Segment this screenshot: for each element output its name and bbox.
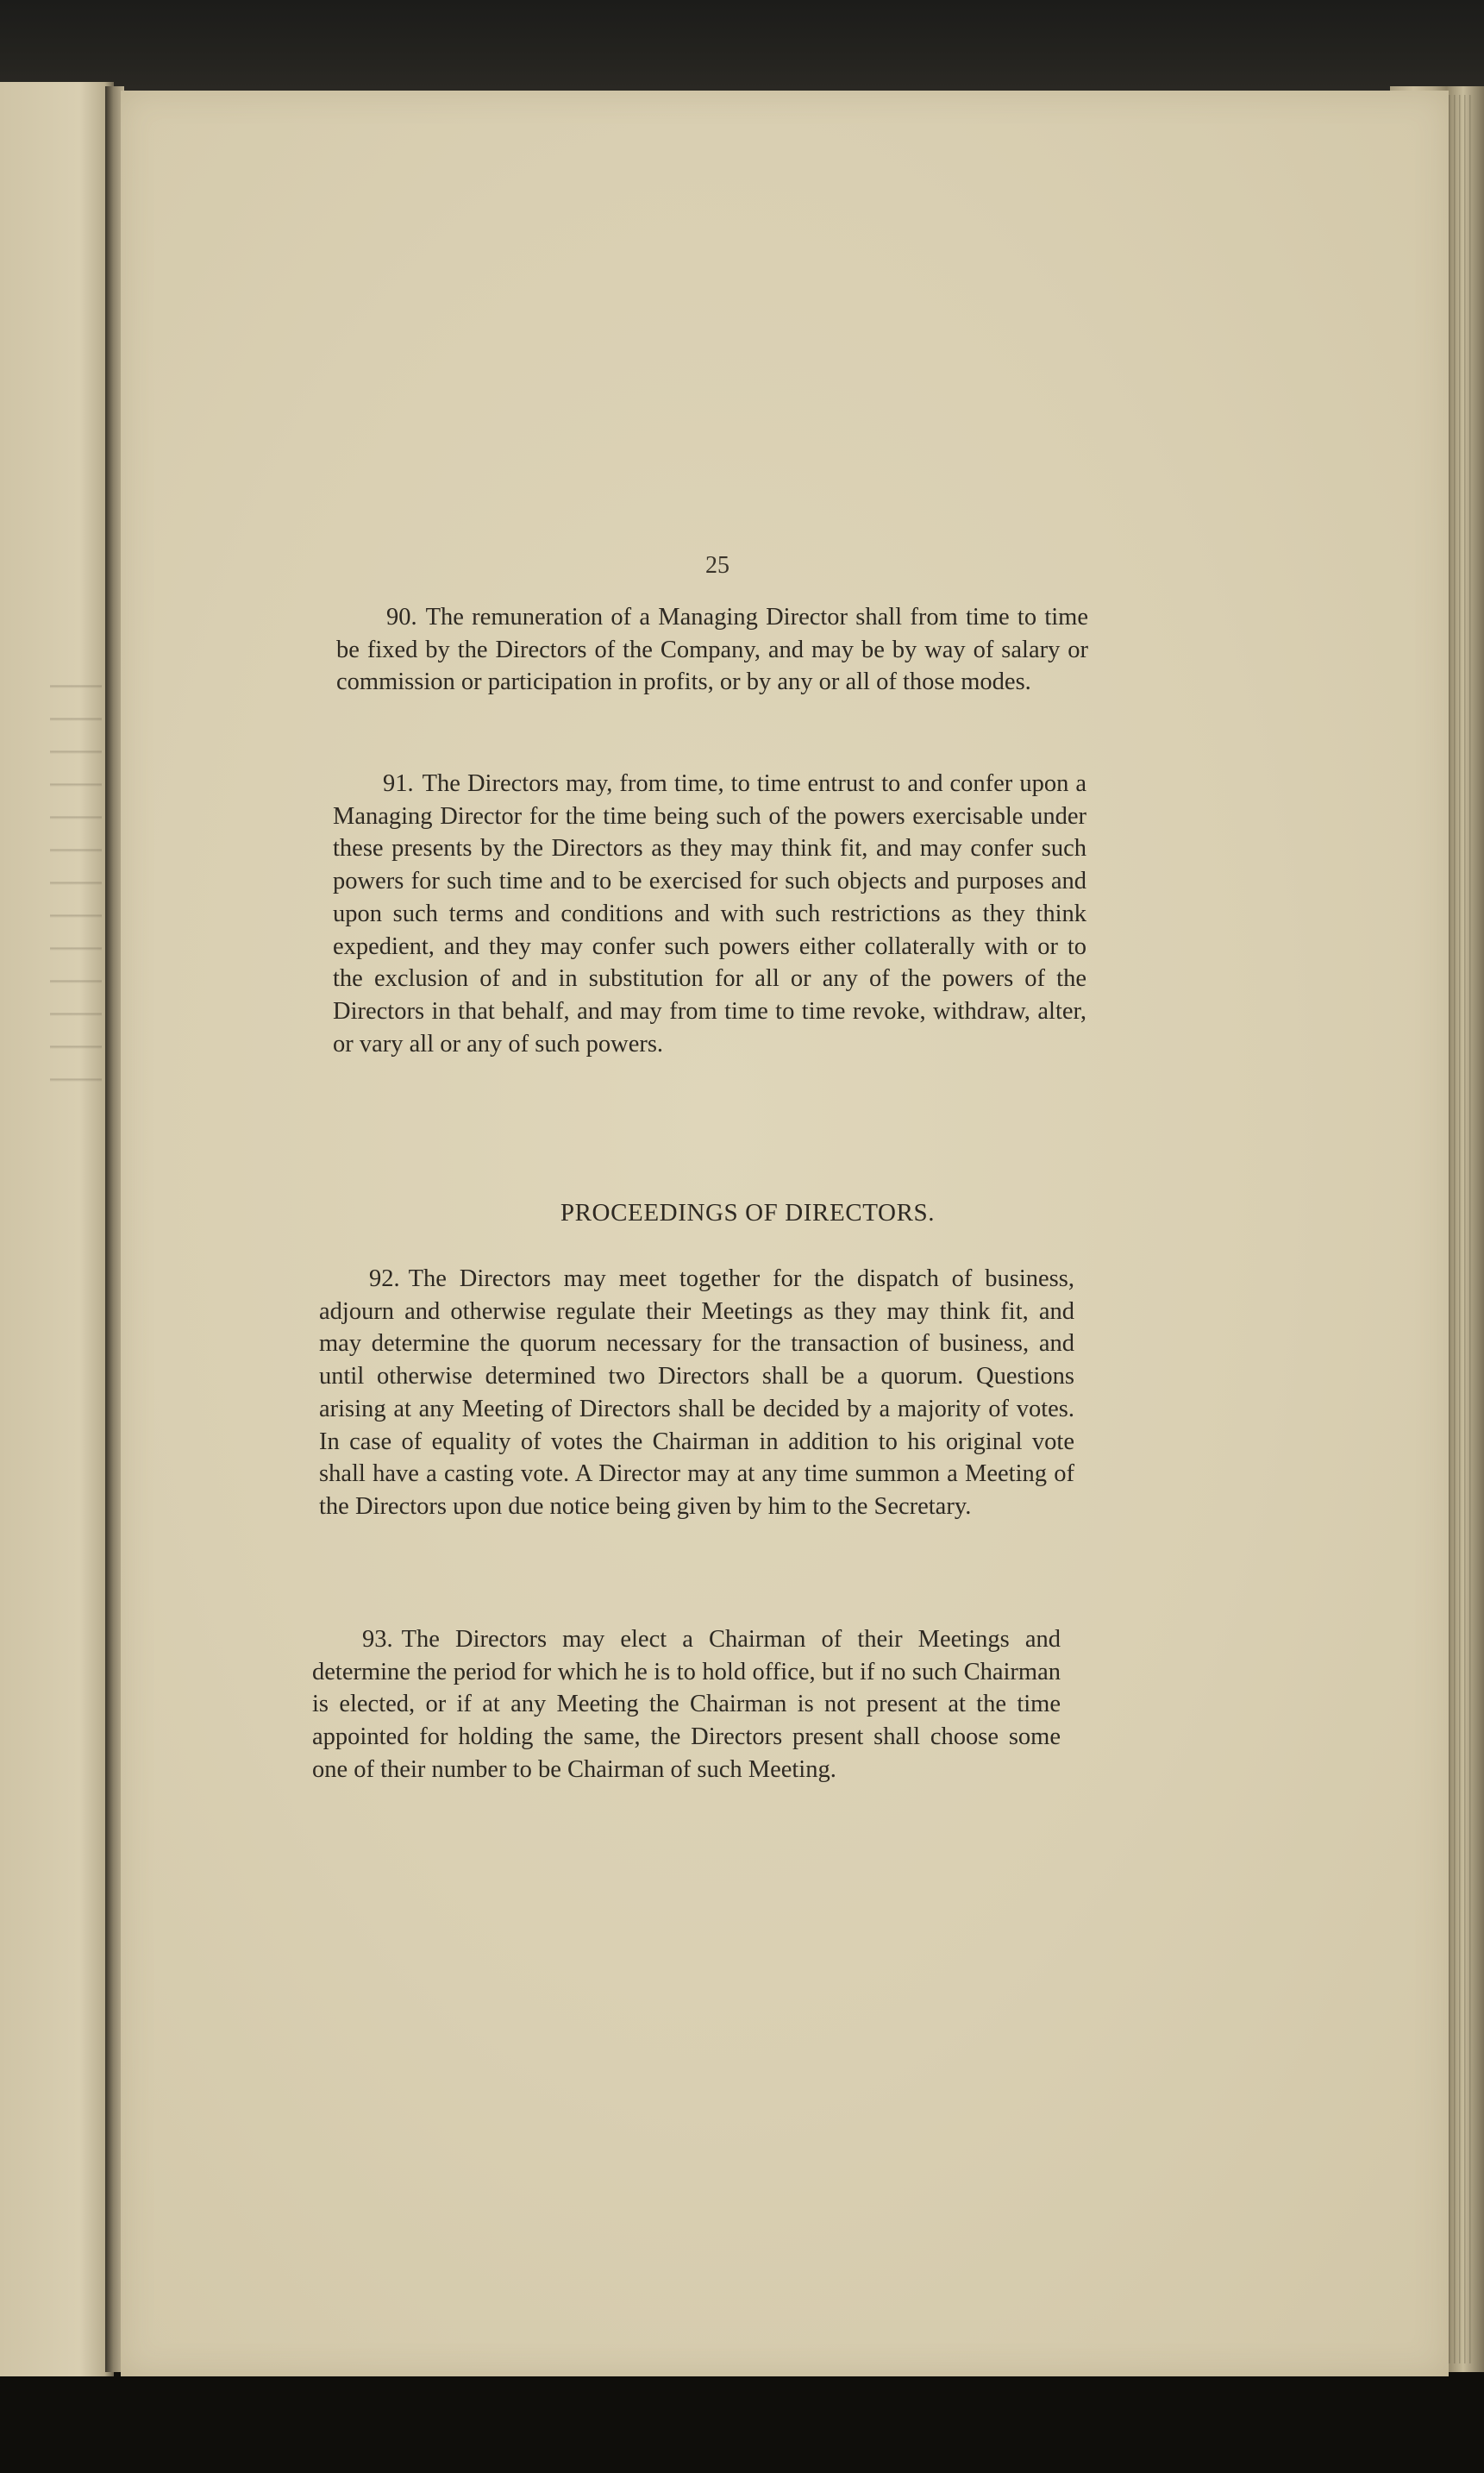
section-heading: PROCEEDINGS OF DIRECTORS. — [560, 1199, 936, 1227]
scan-backdrop-top — [0, 0, 1484, 95]
facing-page-edge — [0, 82, 114, 2376]
scan-backdrop-bottom — [0, 2363, 1484, 2473]
paragraph-number: 93. — [362, 1626, 393, 1653]
paragraph-number: 91. — [383, 770, 414, 797]
paragraph-91 — [333, 768, 1086, 1060]
facing-page-show-through — [50, 656, 102, 1104]
document-page — [121, 91, 1449, 2376]
paragraph-text: The Directors may meet together for the dispatch of business, adjourn and otherwise regulate their Meetings as they may think fit, and may determine the quorum necessary for the transaction of business, and until otherwise determined two Directors shall be a quorum. Questions arising at any Meeting of Directors shall be decided by a majority of votes. In case of equality of votes the Chairman in addition to his original vote shall have a casting vote. A Director may at any time summon a Meeting of the Directors upon due notice being given by him to the Secretary. — [319, 1265, 1074, 1520]
page-number: 25 — [705, 552, 729, 579]
paragraph-number: 92. — [369, 1265, 400, 1292]
paragraph-number: 90. — [386, 604, 417, 631]
paragraph-text: The remuneration of a Managing Director shall from time to time be fixed by the Directors of the Company, and may be by way of salary or commission or participation in profits, or by any or all of those modes. — [336, 604, 1088, 696]
paragraph-90 — [336, 601, 1088, 699]
paragraph-text: The Directors may elect a Chairman of their Meetings and determine the period for which he is to hold office, but if no such Chairman is elected, or if at any Meeting the Chairman is not present at the time appointed for holding the same, the Directors present shall choose some one of their number to be Chairman of such Meeting. — [312, 1626, 1061, 1783]
paragraph-text: The Directors may, from time, to time entrust to and confer upon a Managing Director for the time being such of the powers exercisable under these presents by the Directors as they may think fit, and may confer such powers for such time and to be exercised for such objects and purposes and upon such terms and conditions and with such restrictions as they think expedient, and they may confer such powers either collaterally with or to the exclusion of and in substitution for all or any of the powers of the Directors in that behalf, and may from time to time revoke, withdraw, alter, or vary all or any of such powers. — [333, 770, 1086, 1058]
paragraph-93 — [312, 1623, 1061, 1786]
paragraph-92 — [319, 1263, 1074, 1523]
